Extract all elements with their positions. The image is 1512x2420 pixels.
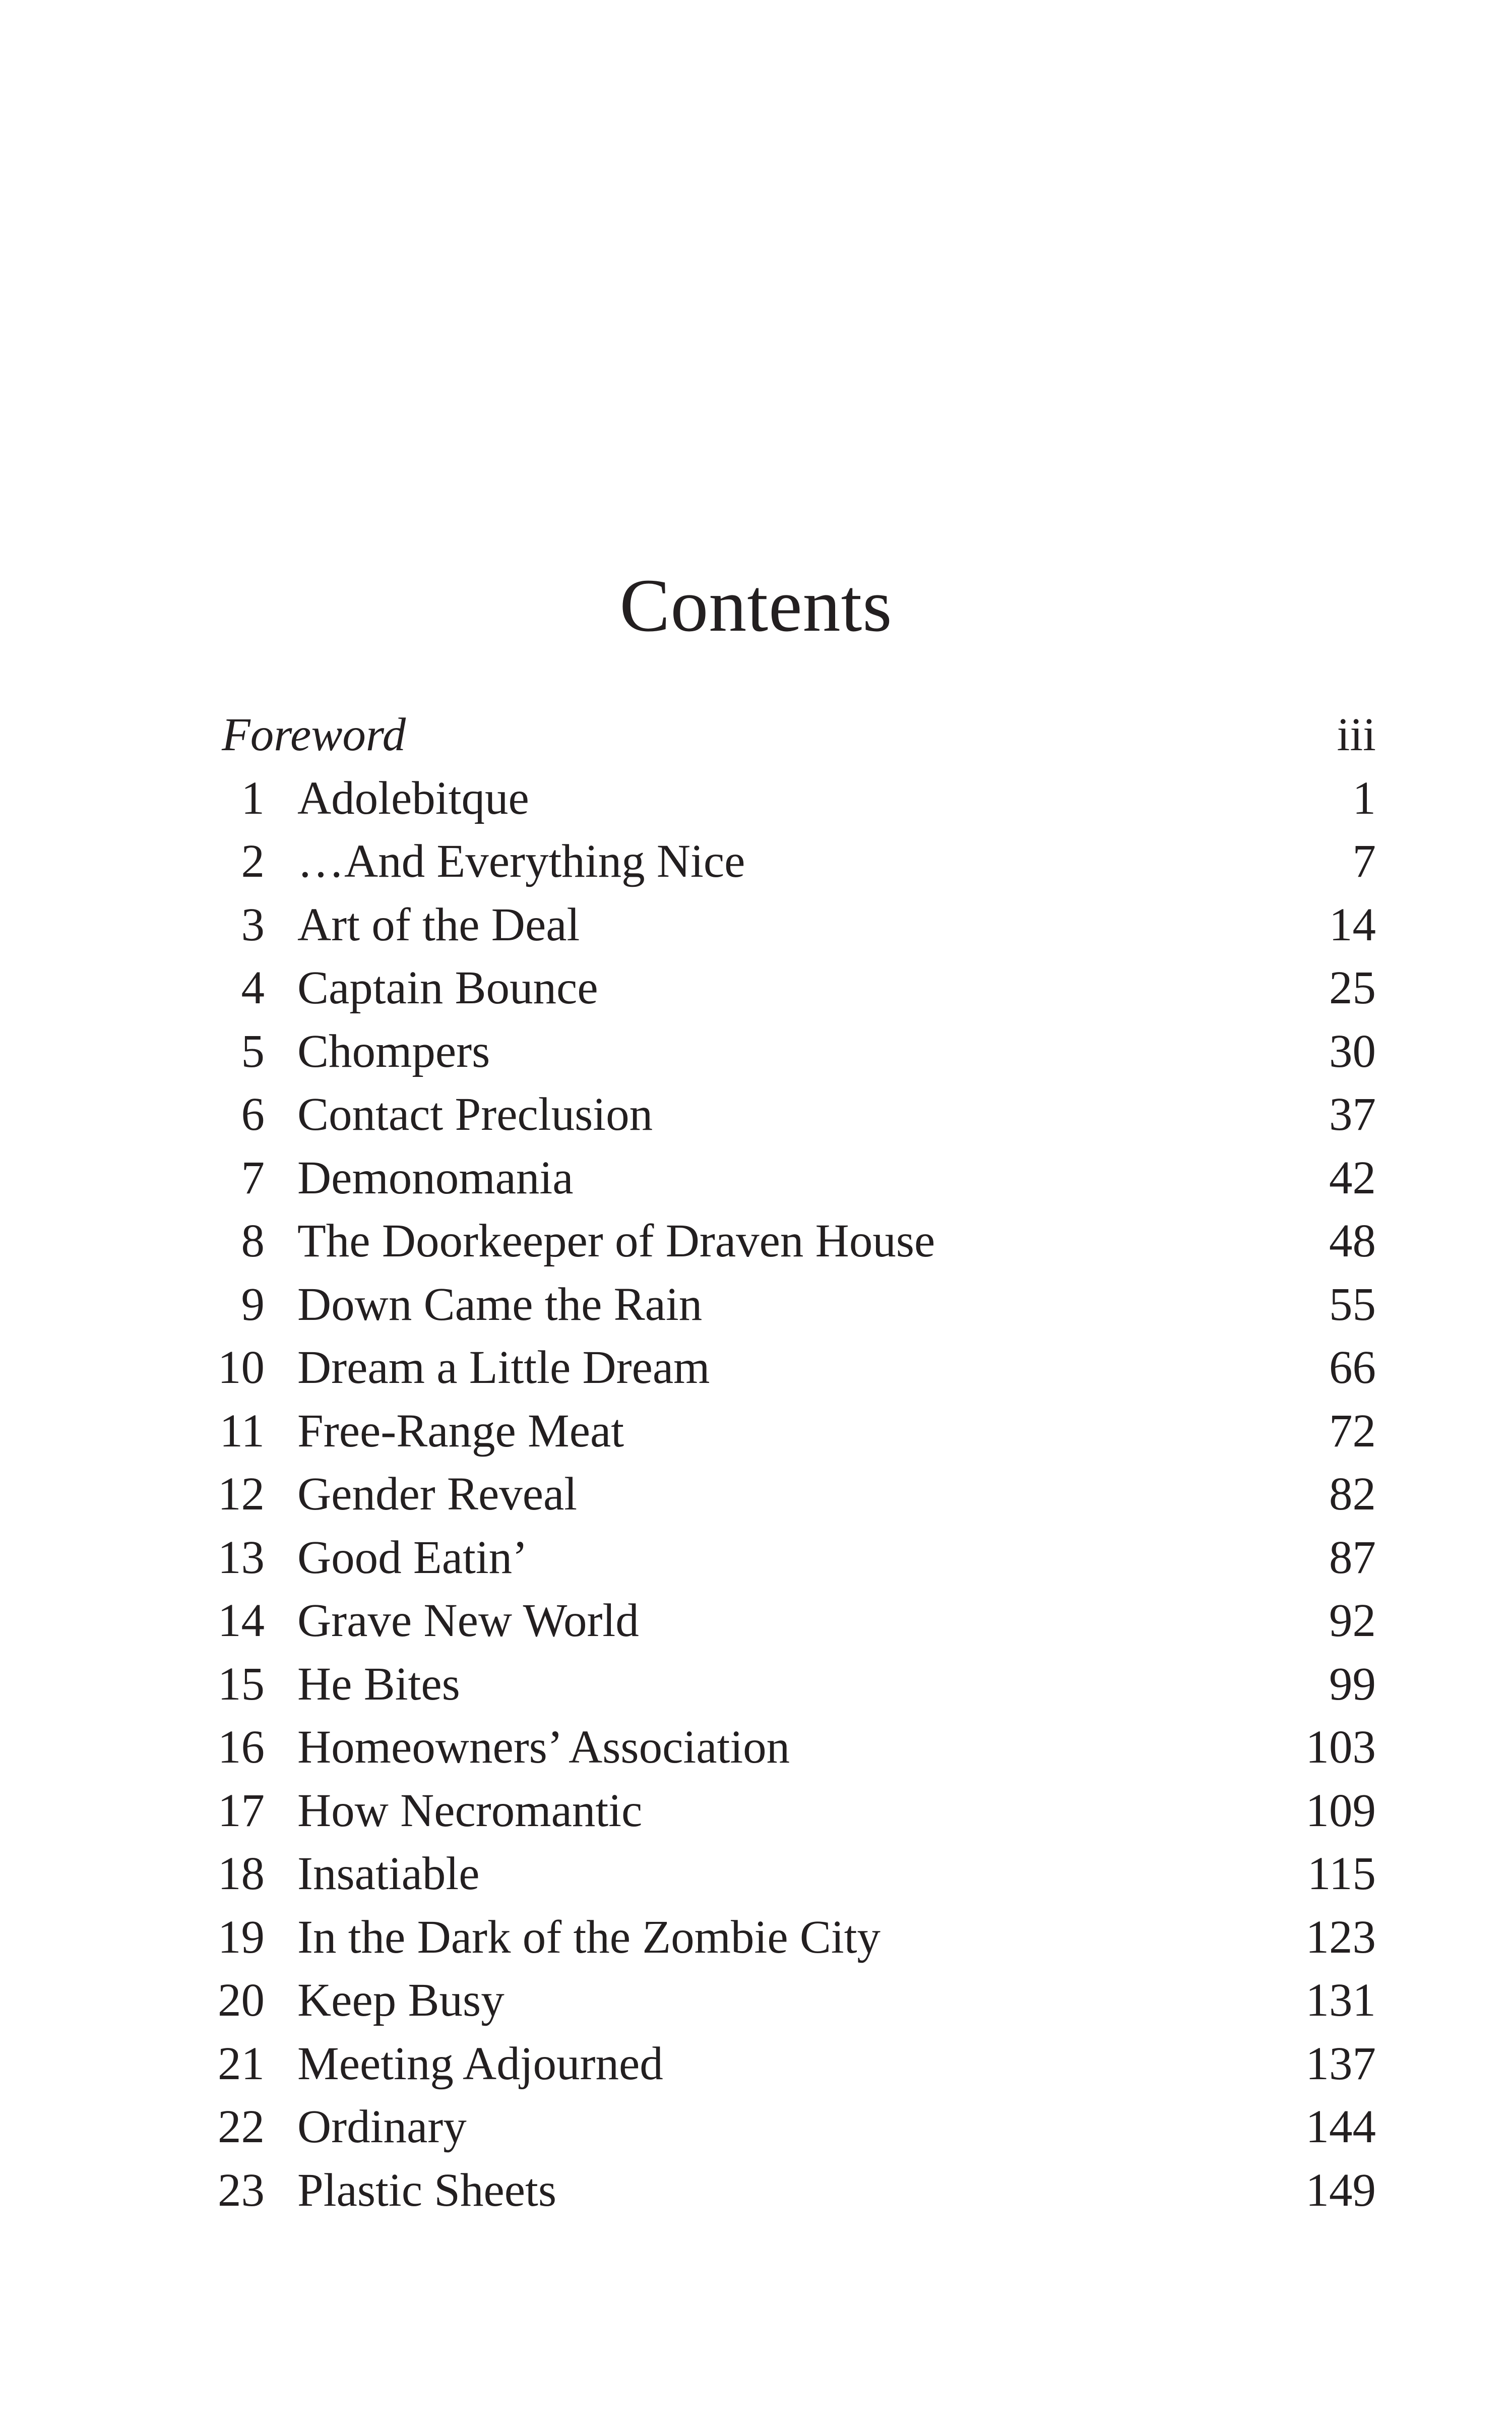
toc-entry-page: 137	[1305, 2037, 1376, 2090]
toc-entry-title: Contact Preclusion	[297, 1088, 653, 1140]
toc-entry	[214, 893, 1376, 957]
toc-entry	[214, 1209, 1376, 1273]
toc-entry-number: 2	[241, 835, 265, 887]
toc-entry-number: 8	[241, 1215, 265, 1267]
toc-entry-page: 92	[1329, 1595, 1376, 1647]
toc-entry	[214, 956, 1376, 1020]
toc-entry-page: 115	[1307, 1848, 1376, 1900]
toc-entry-title: The Doorkeeper of Draven House	[297, 1215, 935, 1267]
toc-entry	[214, 1083, 1376, 1146]
toc-entry-page: 131	[1305, 1974, 1376, 2026]
toc-entry-page: 99	[1329, 1658, 1376, 1710]
toc-entry-title: Good Eatin’	[297, 1531, 528, 1584]
toc-entry-page: 37	[1329, 1088, 1376, 1140]
toc-entry	[214, 1716, 1376, 1779]
toc-entry-title: Keep Busy	[297, 1974, 505, 2026]
toc-entry-page: 82	[1329, 1468, 1376, 1520]
toc-entry-title: Insatiable	[297, 1848, 480, 1900]
toc-entry-page: 149	[1305, 2164, 1376, 2216]
toc-entry-title: Free-Range Meat	[297, 1405, 624, 1457]
toc-entry-page: 66	[1329, 1342, 1376, 1394]
toc-entry-page: 30	[1329, 1025, 1376, 1077]
toc-entry	[214, 1779, 1376, 1843]
toc-entry	[214, 1400, 1376, 1463]
toc-entry-number: 1	[241, 772, 265, 824]
toc-entry-page: 103	[1305, 1721, 1376, 1773]
toc-entry-number: 11	[219, 1405, 265, 1457]
toc-entry-number: 14	[218, 1595, 265, 1647]
toc-entry-number: 16	[218, 1721, 265, 1773]
toc-entry-title: Art of the Deal	[297, 898, 580, 951]
toc-entry-number: 18	[218, 1848, 265, 1900]
toc-entry-number: 12	[218, 1468, 265, 1520]
toc-entry-foreword	[214, 703, 1376, 767]
toc-entry-page: 25	[1329, 962, 1376, 1014]
toc-entry	[214, 1653, 1376, 1716]
toc-entry-page: 48	[1329, 1215, 1376, 1267]
toc-entry-number: 22	[218, 2101, 265, 2153]
toc-entry-number: 20	[218, 1974, 265, 2026]
toc-entry-number: 5	[241, 1025, 265, 1077]
toc-entry	[214, 1336, 1376, 1400]
toc-entry-page: 72	[1329, 1405, 1376, 1457]
toc-entry-page: 7	[1352, 835, 1376, 887]
toc-entry-number: 9	[241, 1278, 265, 1330]
toc-entry-number: 6	[241, 1088, 265, 1140]
toc-entry-number: 23	[218, 2164, 265, 2216]
toc-entry	[214, 1463, 1376, 1526]
toc-entry-title: Dream a Little Dream	[297, 1342, 710, 1394]
toc-entry-number: 3	[241, 898, 265, 951]
toc-entry-title: He Bites	[297, 1658, 460, 1710]
toc-entry-title: Down Came the Rain	[297, 1278, 703, 1330]
toc-entry	[214, 1146, 1376, 1210]
toc-entry	[214, 2032, 1376, 2096]
toc-entry-page: 55	[1329, 1278, 1376, 1330]
toc-entry-number: 19	[218, 1911, 265, 1963]
toc-entry-title: Demonomania	[297, 1152, 574, 1204]
toc-entry-page: 42	[1329, 1152, 1376, 1204]
toc-entry-title: …And Everything Nice	[297, 835, 745, 887]
toc-entry-number: 13	[218, 1531, 265, 1584]
toc-entry-title: Gender Reveal	[297, 1468, 578, 1520]
toc-entry-title: In the Dark of the Zombie City	[297, 1911, 881, 1963]
toc-entry	[214, 767, 1376, 830]
toc-entry-title: Homeowners’ Association	[297, 1721, 790, 1773]
toc-entry-title: How Necromantic	[297, 1784, 643, 1837]
toc-entry	[214, 1526, 1376, 1590]
toc-entry-page: 144	[1305, 2101, 1376, 2153]
toc-entry	[214, 830, 1376, 893]
page-title: Contents	[619, 563, 893, 647]
toc-entry	[214, 1842, 1376, 1906]
toc-entry	[214, 2159, 1376, 2222]
table-of-contents	[214, 703, 1376, 2222]
toc-entry-title: Chompers	[297, 1025, 490, 1077]
toc-entry-number: 7	[241, 1152, 265, 1204]
toc-entry	[214, 1273, 1376, 1337]
toc-entry	[214, 1589, 1376, 1653]
toc-entry	[214, 1906, 1376, 1969]
toc-entry-number: 10	[218, 1342, 265, 1394]
toc-entry-title: Captain Bounce	[297, 962, 598, 1014]
toc-entry	[214, 1969, 1376, 2032]
toc-entry-number: 15	[218, 1658, 265, 1710]
toc-entry-number: 17	[218, 1784, 265, 1837]
toc-entry-page: 1	[1352, 772, 1376, 824]
toc-entry-page: 87	[1329, 1531, 1376, 1584]
toc-entry-page: 109	[1305, 1784, 1376, 1837]
toc-entry	[214, 1020, 1376, 1083]
toc-entry-number: 4	[241, 962, 265, 1014]
toc-entry-title: Adolebitque	[297, 772, 529, 824]
toc-entry-page: iii	[1337, 709, 1376, 761]
toc-entry-page: 123	[1305, 1911, 1376, 1963]
toc-entry-title: Foreword	[222, 709, 406, 761]
toc-entry-page: 14	[1329, 898, 1376, 951]
toc-entry-number: 21	[218, 2037, 265, 2090]
toc-entry-title: Plastic Sheets	[297, 2164, 557, 2216]
toc-entry-title: Grave New World	[297, 1595, 639, 1647]
toc-entry-title: Meeting Adjourned	[297, 2037, 663, 2090]
toc-entry	[214, 2095, 1376, 2159]
toc-entry-title: Ordinary	[297, 2101, 467, 2153]
